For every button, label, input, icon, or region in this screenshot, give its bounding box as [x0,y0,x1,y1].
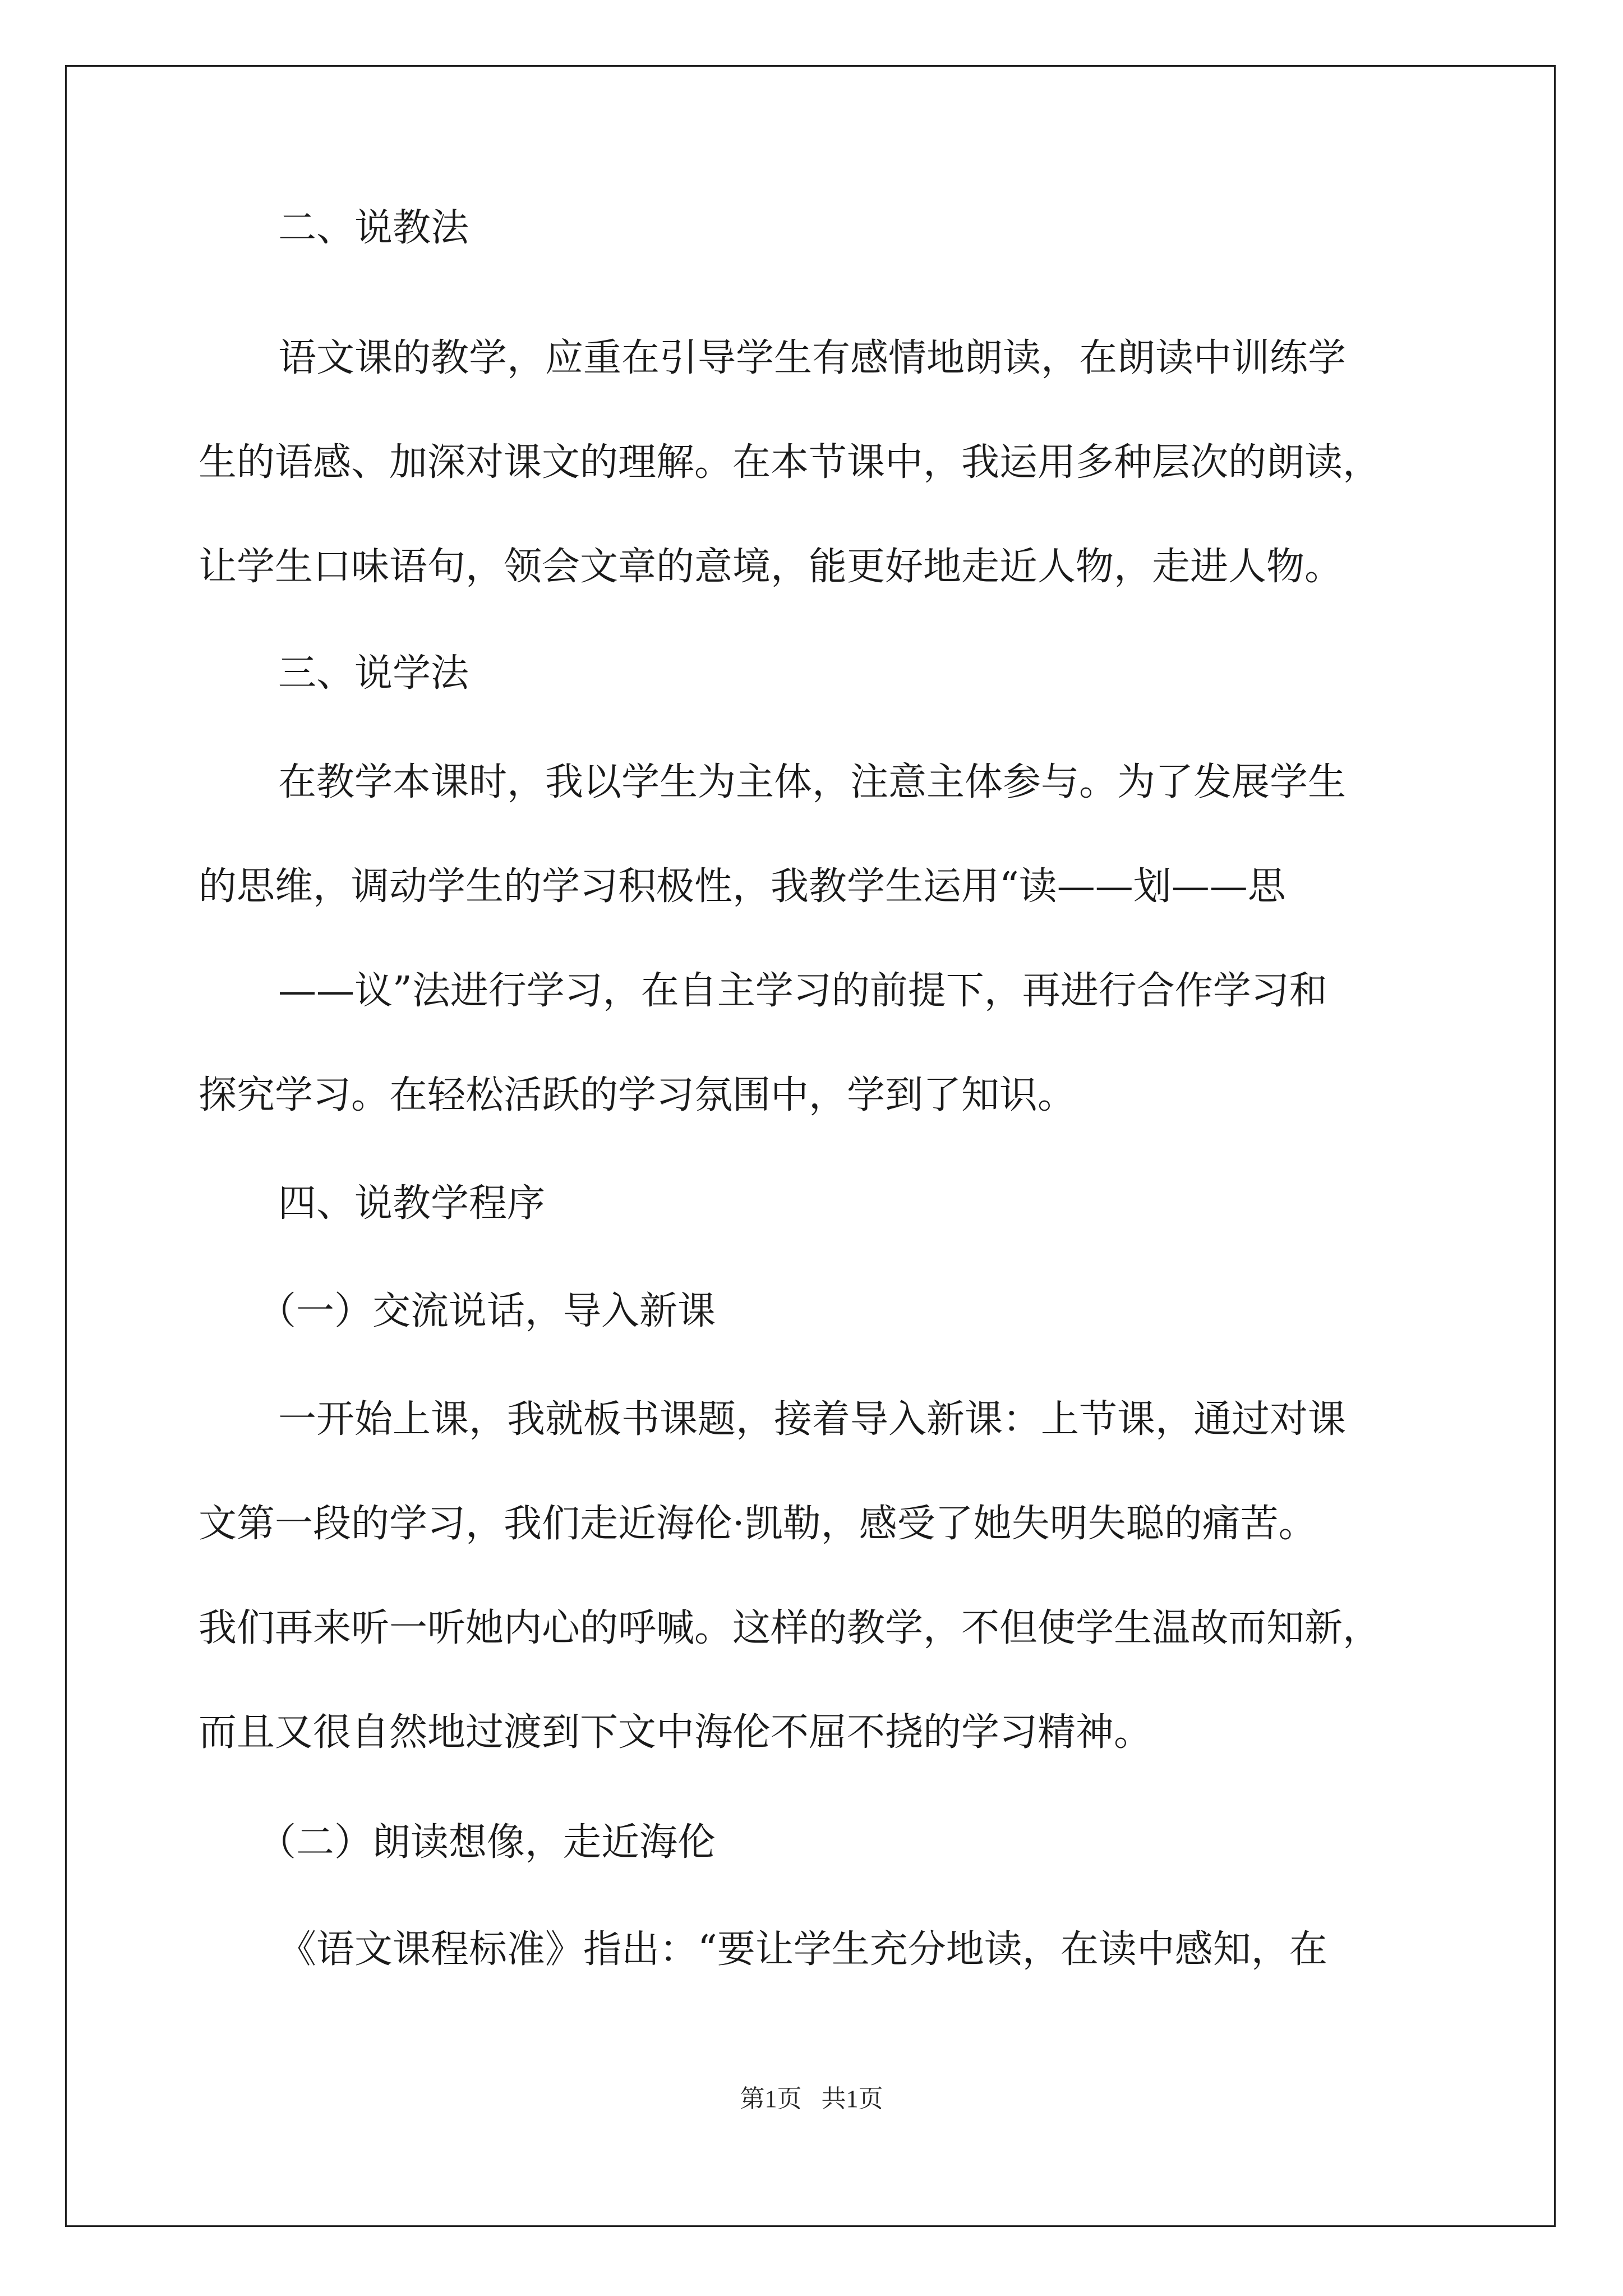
paragraph-line: ——议”法进行学习，在自主学习的前提下，再进行合作学习和 [278,969,1327,1013]
paragraph-line: 让学生口味语句，领会文章的意境，能更好地走近人物，走进人物。 [199,545,1343,589]
page-footer [0,2082,1623,2116]
page-border [65,65,1556,2227]
paragraph-line: 在教学本课时，我以学生为主体，注意主体参与。为了发展学生 [278,760,1347,804]
paragraph-line: 探究学习。在轻松活跃的学习氛围中，学到了知识。 [199,1073,1076,1117]
subheading-two: （二）朗读想像，走近海伦 [258,1820,716,1865]
paragraph-line: 我们再来听一听她内心的呼喊。这样的教学，不但使学生温故而知新， [199,1606,1381,1650]
paragraph-line: 《语文课程标准》指出：“要让学生充分地读，在读中感知，在 [278,1927,1327,1972]
heading-teaching-method: 二、说教法 [278,206,469,250]
page-number: 第1页 [740,2085,802,2113]
paragraph-line: 语文课的教学，应重在引导学生有感情地朗读，在朗读中训练学 [278,336,1347,380]
paragraph-line: 而且又很自然地过渡到下文中海伦不屈不挠的学习精神。 [199,1710,1152,1755]
paragraph-line: 一开始上课，我就板书课题，接着导入新课：上节课，通过对课 [278,1397,1347,1442]
page-total: 共1页 [821,2085,883,2113]
heading-teaching-procedure: 四、说教学程序 [278,1181,546,1226]
paragraph-line: 文第一段的学习，我们走近海伦·凯勒，感受了她失明失聪的痛苦。 [199,1502,1317,1546]
heading-learning-method: 三、说学法 [278,651,469,696]
paragraph-line: 生的语感、加深对课文的理解。在本节课中，我运用多种层次的朗读， [199,440,1381,485]
subheading-one: （一）交流说话，导入新课 [258,1289,716,1333]
paragraph-line: 的思维，调动学生的学习积极性，我教学生运用“读——划——思 [199,864,1286,909]
